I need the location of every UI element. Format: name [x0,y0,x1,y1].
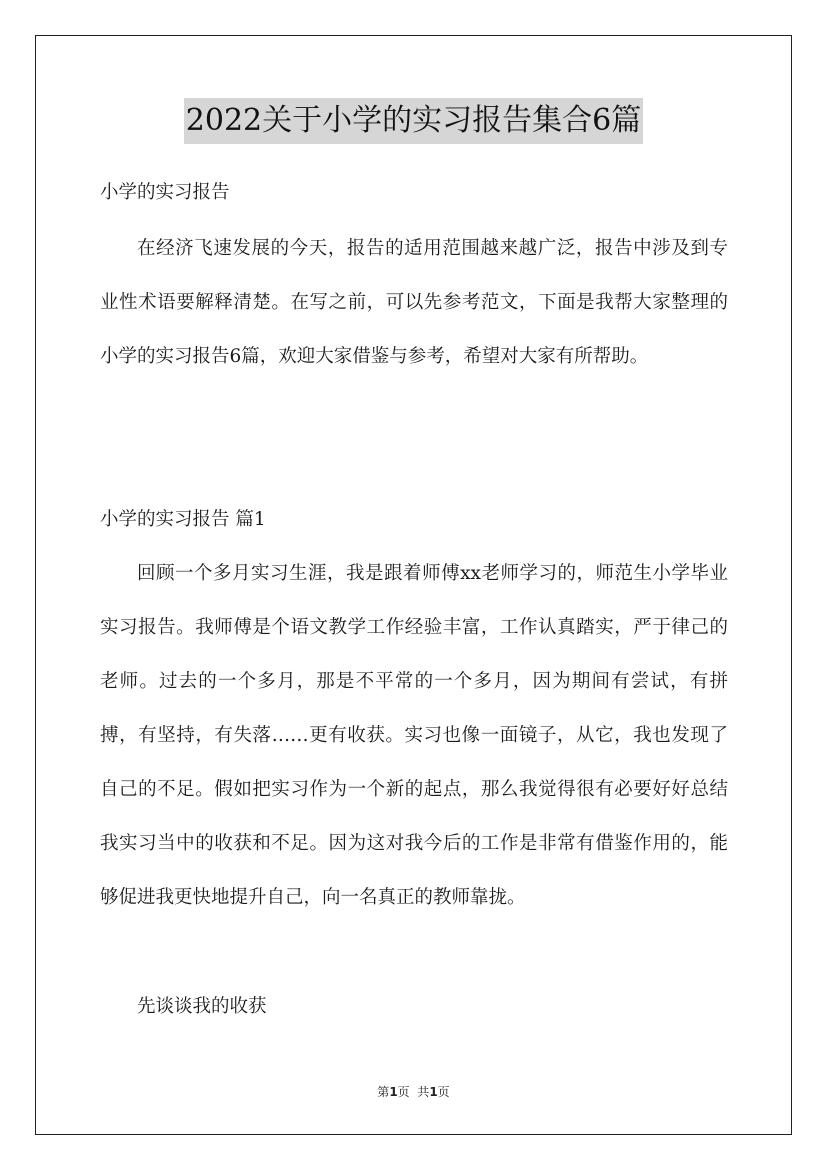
title-container [0,98,827,144]
section1-heading: 小学的实习报告 篇1 [100,509,266,530]
footer-prefix: 第 [377,1085,390,1099]
intro-heading: 小学的实习报告 [100,182,230,203]
footer-suffix: 页 [437,1085,450,1099]
section1-paragraph: 回顾一个多月实习生涯，我是跟着师傅xx老师学习的，师范生小学毕业实习报告。我师傅是个语文教学工作经验丰富，工作认真踏实，严于律己的老师。过去的一个多月，那是不平常的一个多月，因为期间有尝试，有拼搏，有坚持，有失落……更有收获。实习也像一面镜子，从它，我也发现了自己的不足。假如把实习作为一个新的起点，那么我觉得很有必要好好总结我实习当中的收获和不足。因为这对我今后的工作是非常有借鉴作用的，能够促进我更快地提升自己，向一名真正的教师靠拢。 [100,563,728,908]
footer-page-total: 1 [429,1085,438,1099]
footer-page-current: 1 [389,1085,398,1099]
footer-mid: 页 共 [397,1085,430,1099]
page-footer [0,1083,827,1100]
document-title: 2022关于小学的实习报告集合6篇 [184,98,643,144]
section1-subheading: 先谈谈我的收获 [137,996,267,1017]
intro-paragraph: 在经济飞速发展的今天，报告的适用范围越来越广泛，报告中涉及到专业性术语要解释清楚。在写之前，可以先参考范文，下面是我帮大家整理的小学的实习报告6篇，欢迎大家借鉴与参考，希望对大家有所帮助。 [100,238,728,367]
